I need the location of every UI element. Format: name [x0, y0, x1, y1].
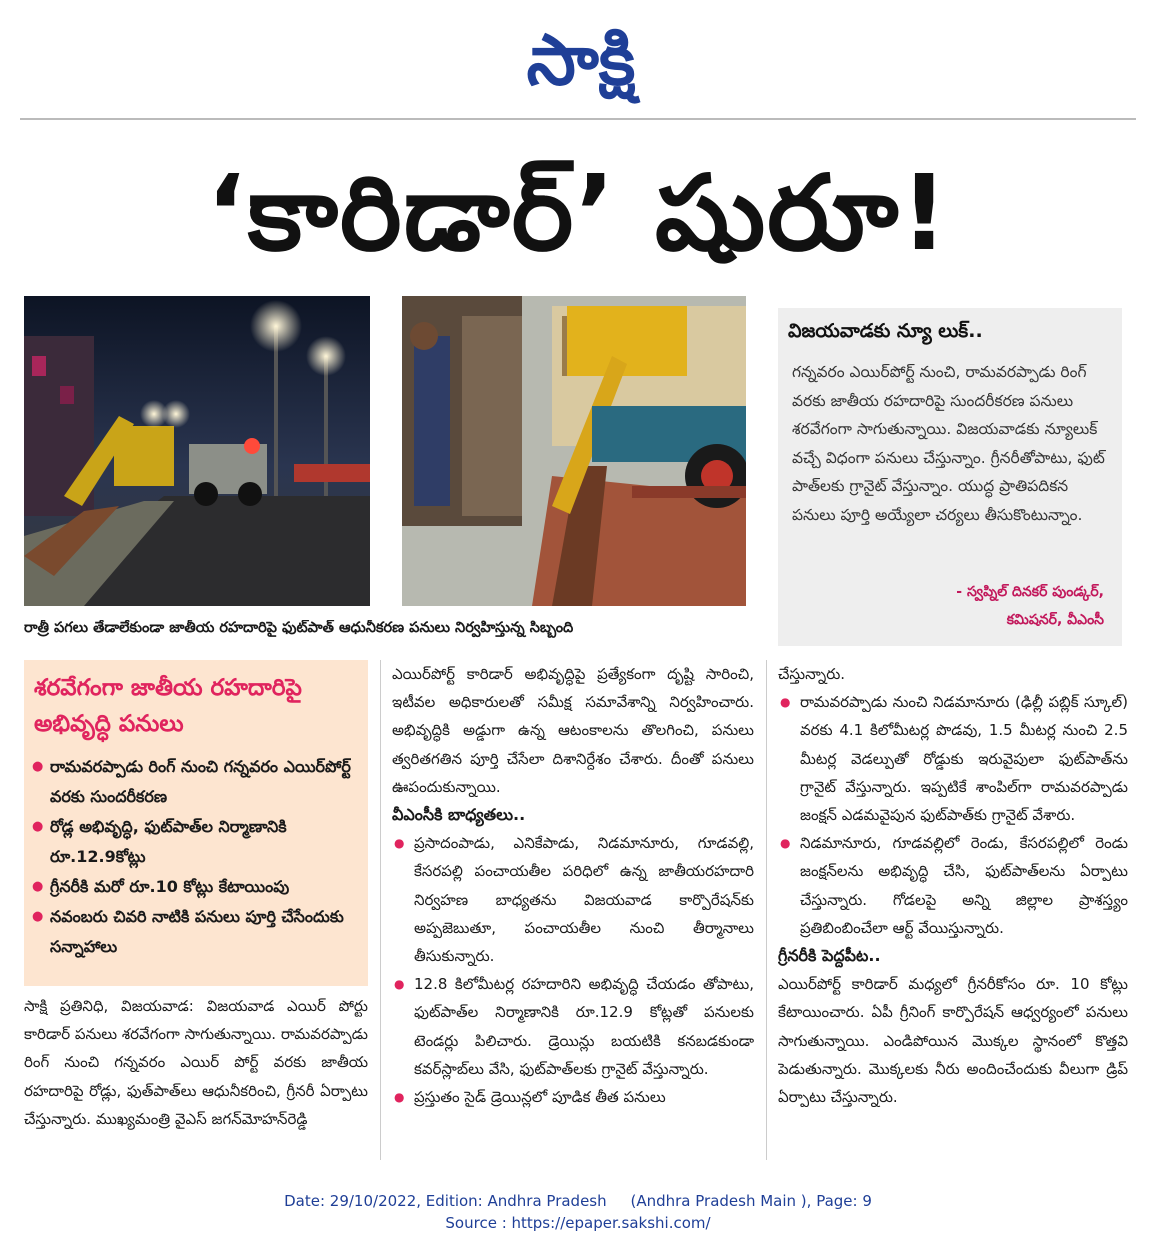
article-dateline-paragraph: సాక్షి ప్రతినిధి, విజయవాడ: విజయవాడ ఎయిర్ పోర్టు కారిడార్ పనులు శరవేగంగా సాగుతున్నాయి. రామవరప్పాడు రింగ్ నుంచి గన్నవరం ఎయిర్ పోర్ట్ వరకు జాతీయ రహదారిపై రోడ్లు, ఫుత్‌పాత్‌లు ఆధునీకరించి, గ్రీనరీ ఏర్పాటు చేస్తున్నారు. ముఖ్యమంత్రి వైఎస్ జగన్‌మోహన్‌రెడ్డి — [24, 997, 368, 1128]
excavation-illustration — [402, 296, 746, 606]
night-roadwork-illustration — [24, 296, 370, 606]
quote-box-text: గన్నవరం ఎయిర్‌పోర్ట్ నుంచి, రామవరప్పాడు రింగ్ వరకు జాతీయ రహదారిపై సుందరీకరణ పనులు శరవేగంగా సాగుతున్నాయి. విజయవాడకు న్యూలుక్ వచ్చే విధంగా పనులు చేస్తున్నాం. గ్రీనరీతోపాటు, ఫుట్ పాత్‌లకు గ్రానైట్ వేస్తున్నాం. యుద్ధ ప్రాతిపదికన పనులు పూర్తి అయ్యేలా చర్యలు తీసుకొంటున్నాం. — [792, 363, 1105, 524]
article-column-1 — [24, 992, 368, 1162]
photo-drain-excavation — [402, 296, 746, 606]
article-bullet: ● నిడమానూరు, గూడవల్లిలో రెండు, కేసరపల్లిలో రెండు జంక్షన్‌లను అభివృద్ధి చేసి, ఫుట్‌పాత్‌లను ఏర్పాటు చేస్తున్నారు. గోడలపై అన్ని జిల్లాల ప్రాశస్త్యం ప్రతిబింబించేలా ఆర్ట్ వేయిస్తున్నారు. — [778, 829, 1128, 942]
subheading-vmc: వీఎంసీకి బాధ్యతలు.. — [392, 805, 526, 825]
quote-signature: - స్వప్నిల్ దినకర్ పుండ్కర్, — [956, 584, 1104, 600]
highlights-list — [32, 752, 362, 962]
article-bullet: ● 12.8 కిలోమీటర్ల రహదారిని అభివృద్ధి చేయడం తోపాటు, ఫుట్‌పాత్‌ల నిర్మాణానికి రూ.12.9 కోట్లతో పనులకు టెండర్లు పిలిచారు. డ్రెయిన్లు బయటికి కనబడకుండా కవర్‌స్లాబ్‌లు వేసి, ఫుట్‌పాత్‌లకు గ్రానైట్ వేస్తున్నారు. — [392, 970, 754, 1083]
article-continuation: చేస్తున్నారు. — [778, 665, 846, 683]
article-bullet: ● రామవరప్పాడు నుంచి నిడమానూరు (ఢిల్లీ పబ్లిక్ స్కూల్) వరకు 4.1 కిలోమీటర్ల పొడవు, 1.5 మీటర్ల నుంచి 2.5 మీటర్ల వెడల్పుతో రోడ్డుకు ఇరువైపులా ఫుట్‌పాత్‌ను గ్రానైట్ వేస్తున్నారు. ఇప్పటికే శాంపిల్‌గా రామవరప్పాడు జంక్షన్ ఎడమవైపున ఫుట్‌పాత్‌కు గ్రానైట్ వేశారు. — [778, 688, 1128, 829]
quote-box-title: విజయవాడకు న్యూ లుక్.. — [788, 320, 983, 342]
quote-designation: కమిషనర్, వీఎంసీ — [1006, 612, 1104, 628]
article-bullet: ● ప్రసాదంపాడు, ఎనికేపాడు, నిడమానూరు, గూడవల్లి, కేసరపల్లి పంచాయతీల పరిధిలో ఉన్న జాతీయరహదారి నిర్వహణ బాధ్యతను విజయవాడ కార్పొరేషన్‌కు అప్పజెబుతూ, పంచాయతీల నుంచి తీర్మానాలు తీసుకున్నారు. — [392, 829, 754, 970]
masthead — [0, 0, 1156, 120]
article-paragraph: ఎయిర్‌పోర్ట్ కారిడార్ మధ్యలో గ్రీనరీకోసం రూ. 10 కోట్లు కేటాయించారు. ఏపీ గ్రీనింగ్ కార్పొరేషన్ ఆధ్వర్యంలో పనులు సాగుతున్నాయి. ఎండిపోయిన మొక్కల స్థానంలో కొత్తవి పెడుతున్నారు. మొక్కలకు నీరు అందించేందుకు వీలుగా డ్రిప్ ఏర్పాటు చేస్తున్నారు. — [778, 975, 1128, 1107]
source-link[interactable]: Source : https://epaper.sakshi.com/ — [445, 1214, 711, 1232]
highlights-title: శరవేగంగా జాతీయ రహదారిపై అభివృద్ధి పనులు — [34, 675, 302, 737]
column-divider — [766, 660, 767, 1160]
article-bullet: ● ప్రస్తుతం సైడ్ డ్రెయిన్లలో పూడిక తీత పనులు — [392, 1083, 754, 1111]
photo-caption: రాత్రీ పగలు తేడాలేకుండా జాతీయ రహదారిపై ఫుట్‌పాత్ ఆధునీకరణ పనులు నిర్వహిస్తున్న సిబ్బంది — [24, 620, 574, 636]
headline: ‘కారిడార్’ షురూ! — [206, 152, 950, 274]
article-column-2 — [392, 660, 754, 1160]
article-paragraph: ఎయిర్‌పోర్ట్ కారిడార్ అభివృద్ధిపై ప్రత్యేకంగా దృష్టి సారించి, ఇటీవల అధికారులతో సమీక్ష సమావేశాన్ని నిర్వహించారు. అభివృద్ధికి అడ్డుగా ఉన్న ఆటంకాలను తొలగించి, పనులు త్వరితగతిన పూర్తి చేసేలా దిశానిర్దేశం చేశారు. దీంతో పనులు ఊపందుకున్నాయి. — [392, 665, 754, 796]
subheading-greenery: గ్రీనరీకి పెద్దపీట.. — [778, 946, 881, 966]
newspaper-logo: సాక్షి — [526, 19, 636, 101]
masthead-rule — [20, 118, 1136, 120]
highlight-item: ● గ్రీనరీకి మరో రూ.10 కోట్లు కేటాయింపు — [32, 872, 362, 902]
highlight-item: ● రామవరప్పాడు రింగ్ నుంచి గన్నవరం ఎయిర్‌పోర్ట్ వరకు సుందరీకరణ — [32, 752, 362, 812]
photo-night-roadwork — [24, 296, 370, 606]
column-divider — [380, 660, 381, 1160]
article-column-3 — [778, 660, 1128, 1160]
highlight-item: ● నవంబరు చివరి నాటికి పనులు పూర్తి చేసేందుకు సన్నాహాలు — [32, 902, 362, 962]
highlights-box — [24, 660, 368, 986]
edition-info: Date: 29/10/2022, Edition: Andhra Pradesh (Andhra Pradesh Main ), Page: 9 — [284, 1192, 872, 1210]
highlight-item: ● రోడ్ల అభివృద్ధి, ఫుట్‌పాత్‌ల నిర్మాణానికి రూ.12.9కోట్లు — [32, 812, 362, 872]
commissioner-quote-box — [778, 308, 1122, 646]
